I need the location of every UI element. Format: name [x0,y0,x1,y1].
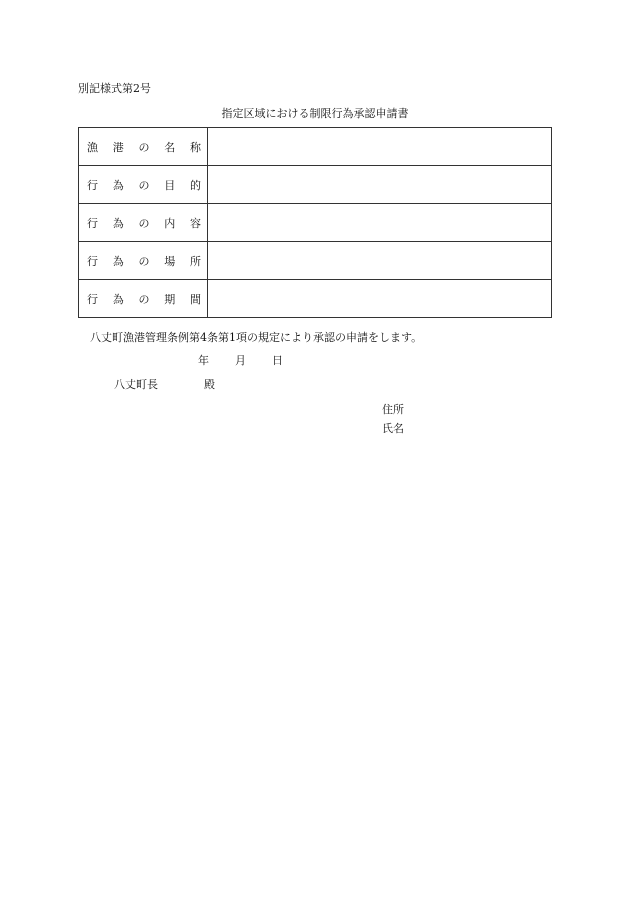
application-statement: 八丈町漁港管理条例第4条第1項の規定により承認の申請をします。 [90,331,423,344]
row-label [79,166,208,204]
row-label-char: 為 [112,254,124,268]
row-label-char: 名 [164,140,176,154]
row-label-char: の [138,140,150,154]
month-label: 月 [235,354,246,367]
row-label-char: 為 [112,216,124,230]
row-label-char: 内 [164,216,176,230]
applicant-name-label: 氏名 [382,422,404,435]
application-table [78,127,552,318]
row-label-char: 漁 [87,140,98,154]
year-label: 年 [198,354,209,367]
row-label-char: の [138,178,150,192]
row-label-char: 称 [190,140,201,154]
row-value-field[interactable] [208,204,552,242]
row-label-char: の [138,254,150,268]
table-row [79,204,552,242]
row-label-char: 為 [112,178,124,192]
applicant-address-label: 住所 [382,403,404,416]
row-label-char: 目 [164,178,176,192]
row-label [79,242,208,280]
addressee-name: 八丈町長 [114,378,158,391]
row-label-char: 行 [87,254,98,268]
row-label-char: 行 [87,292,98,306]
row-value-field[interactable] [208,280,552,318]
table-row [79,280,552,318]
row-label-char: 為 [112,292,124,306]
row-label-char: 期 [164,292,176,306]
row-label-char: 行 [87,178,98,192]
row-value-field[interactable] [208,166,552,204]
row-label [79,128,208,166]
table-row [79,242,552,280]
table-row [79,166,552,204]
row-label-char: 行 [87,216,98,230]
row-label-char: 港 [112,140,124,154]
row-label-char: 的 [190,178,201,192]
form-number: 別記様式第2号 [78,82,151,95]
row-label-char: 間 [190,292,201,306]
document-title: 指定区域における制限行為承認申請書 [221,107,409,120]
table-row [79,128,552,166]
row-label-char: の [138,216,150,230]
row-label-char: 場 [164,254,176,268]
row-label [79,204,208,242]
addressee [114,376,215,392]
row-value-field[interactable] [208,128,552,166]
row-label-char: 所 [190,254,201,268]
row-label-char: の [138,292,150,306]
row-label [79,280,208,318]
date-line [198,352,309,368]
day-label: 日 [272,354,283,367]
addressee-honorific: 殿 [204,378,215,391]
row-label-char: 容 [190,216,201,230]
row-value-field[interactable] [208,242,552,280]
